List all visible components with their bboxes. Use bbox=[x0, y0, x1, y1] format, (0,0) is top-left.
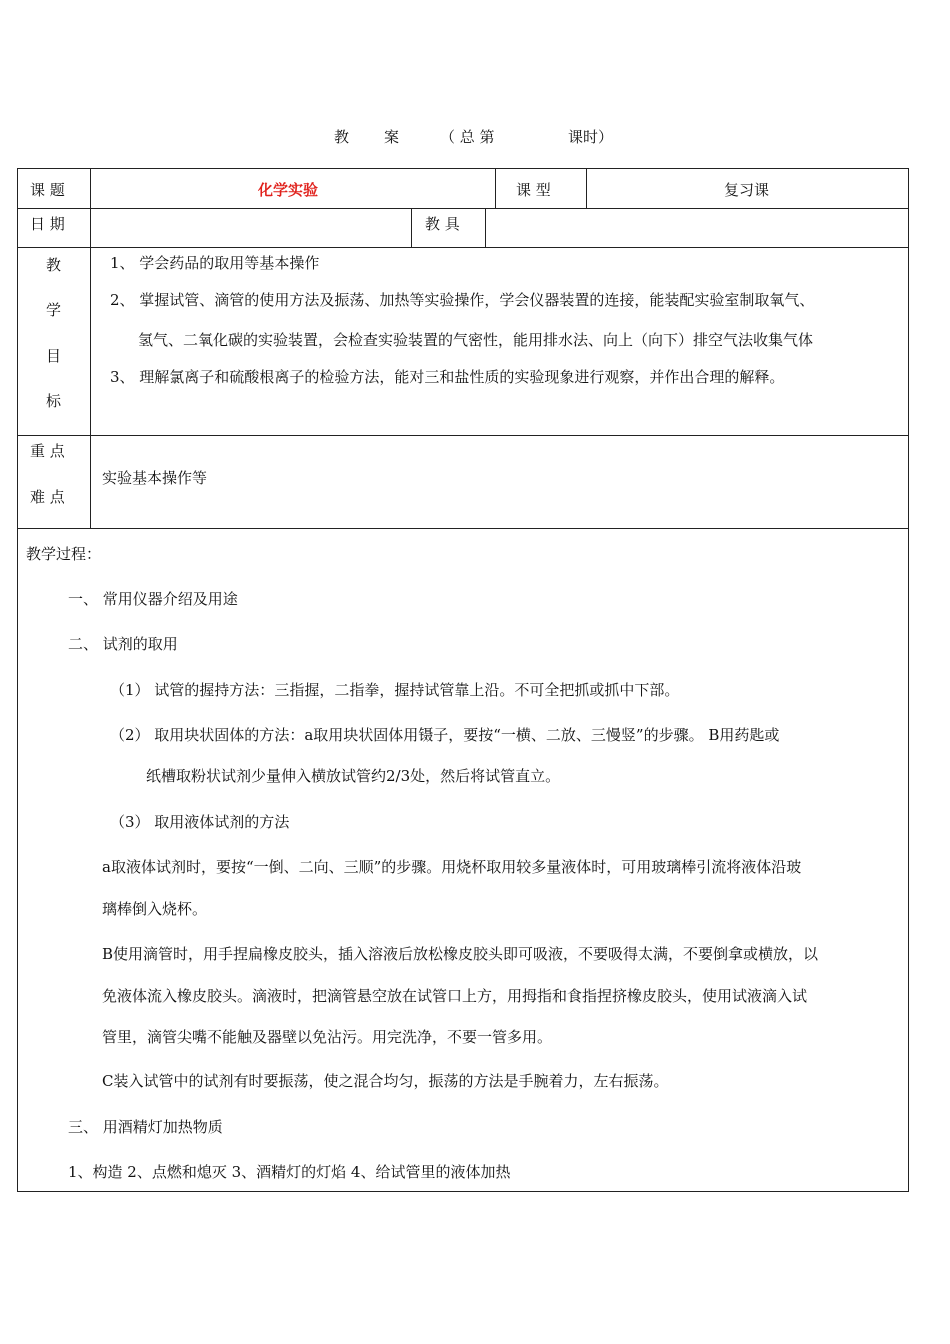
process-line: 一、 常用仪器介绍及用途 bbox=[68, 590, 238, 608]
objective-item: 1、 学会药品的取用等基本操作 bbox=[110, 254, 320, 272]
process-line: 管里，滴管尖嘴不能触及器壁以免沾污。用完洗净，不要一管多用。 bbox=[102, 1028, 553, 1046]
lesson-type-value: 复习课 bbox=[724, 181, 770, 199]
lesson-type-label: 课 型 bbox=[516, 181, 551, 199]
difficulty-label: 难 点 bbox=[30, 488, 65, 506]
title-part-4: 课时） bbox=[568, 128, 614, 146]
process-line: B使用滴管时，用手捏扁橡皮胶头，插入溶液后放松橡皮胶头即可吸液，不要吸得太满，不要倒拿或横放，以 bbox=[102, 945, 819, 963]
process-line: 纸槽取粉状试剂少量伸入横放试管约2/3处，然后将试管直立。 bbox=[146, 767, 561, 785]
date-label: 日 期 bbox=[30, 215, 65, 233]
column-divider bbox=[485, 208, 486, 247]
topic-label: 课 题 bbox=[30, 181, 65, 199]
process-line: 二、 试剂的取用 bbox=[68, 635, 178, 653]
objective-item: 2、 掌握试管、滴管的使用方法及振荡、加热等实验操作，学会仪器装置的连接，能装配实验室制取氧气、 bbox=[110, 291, 815, 309]
row-divider bbox=[17, 208, 909, 209]
objectives-label-char: 学 bbox=[46, 301, 62, 319]
title-part-1: 教 bbox=[334, 128, 350, 146]
objectives-label-char: 教 bbox=[46, 256, 62, 274]
key-points-value: 实验基本操作等 bbox=[102, 469, 208, 487]
objectives-label-char: 目 bbox=[46, 347, 62, 365]
key-points-label: 重 点 bbox=[30, 442, 65, 460]
row-divider bbox=[17, 247, 909, 248]
process-line: （2） 取用块状固体的方法：a取用块状固体用镊子，要按“一横、二放、三慢竖”的步骤。 B用药匙或 bbox=[110, 726, 780, 744]
process-line: 璃棒倒入烧杯。 bbox=[102, 900, 208, 918]
process-line: a取液体试剂时，要按“一倒、二向、三顺”的步骤。用烧杯取用较多量液体时，可用玻璃棒引流将液体沿玻 bbox=[102, 858, 802, 876]
row-divider bbox=[17, 528, 909, 529]
objectives-label-char: 标 bbox=[46, 392, 62, 410]
process-heading: 教学过程： bbox=[26, 545, 102, 563]
topic-value: 化学实验 bbox=[258, 181, 319, 199]
column-divider bbox=[495, 168, 496, 208]
row-divider bbox=[17, 435, 909, 436]
process-line: 1、构造 2、点燃和熄灭 3、酒精灯的灯焰 4、给试管里的液体加热 bbox=[68, 1163, 511, 1181]
process-line: （1） 试管的握持方法：三指握，二指拳，握持试管靠上沿。不可全把抓或抓中下部。 bbox=[110, 681, 680, 699]
teaching-tools-label: 教 具 bbox=[425, 215, 460, 233]
process-line: C装入试管中的试剂有时要振荡，使之混合均匀，振荡的方法是手腕着力，左右振荡。 bbox=[102, 1072, 669, 1090]
column-divider bbox=[411, 208, 412, 247]
process-line: 三、 用酒精灯加热物质 bbox=[68, 1118, 223, 1136]
column-divider bbox=[90, 168, 91, 528]
objective-item: 氢气、二氧化碳的实验装置，会检查实验装置的气密性，能用排水法、向上（向下）排空气法收集气体 bbox=[138, 331, 814, 349]
column-divider bbox=[586, 168, 587, 208]
process-line: 免液体流入橡皮胶头。滴液时，把滴管悬空放在试管口上方，用拇指和食指捏挤橡皮胶头，使用试液滴入试 bbox=[102, 987, 808, 1005]
process-line: （3） 取用液体试剂的方法 bbox=[110, 813, 290, 831]
objective-item: 3、 理解氯离子和硫酸根离子的检验方法，能对三和盐性质的实验现象进行观察，并作出合理的解释。 bbox=[110, 368, 785, 386]
title-part-2: 案 bbox=[384, 128, 400, 146]
title-part-3: （ 总 第 bbox=[440, 128, 495, 146]
